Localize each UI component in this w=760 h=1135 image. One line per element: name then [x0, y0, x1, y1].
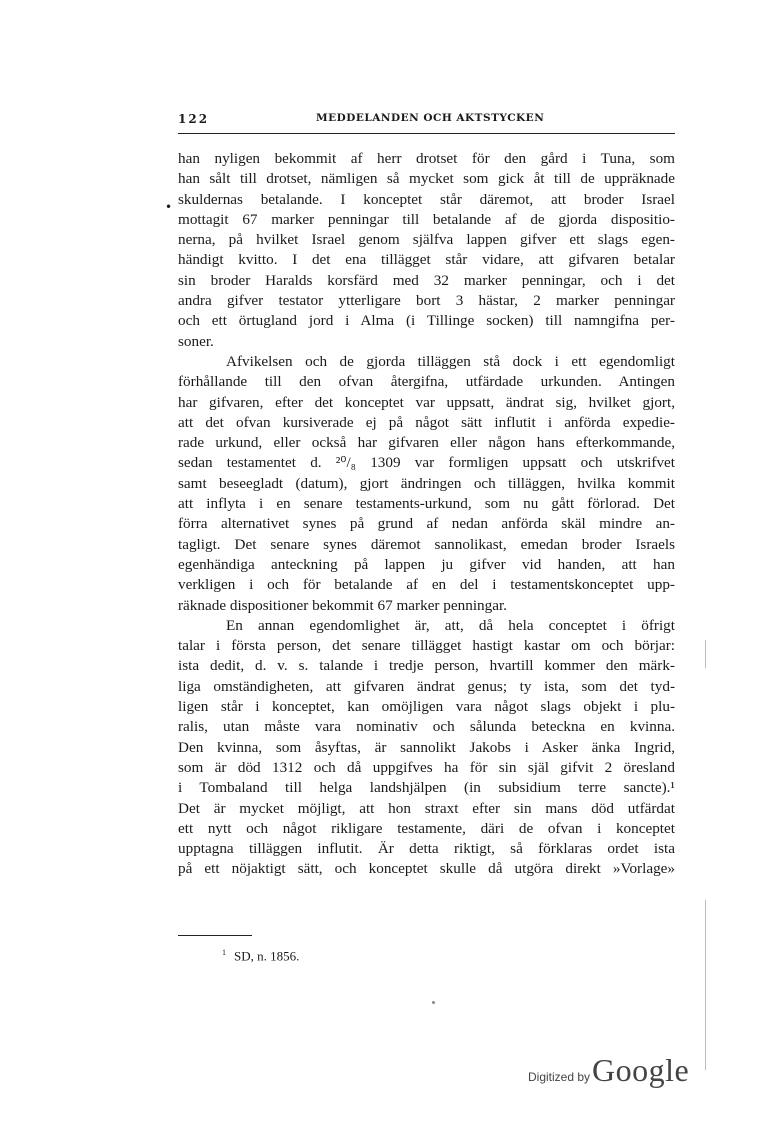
text-line: att inflyta i en senare testaments-urkund, som nu gått förlorad. Det	[178, 495, 675, 513]
text-line: räknade dispositioner bekommit 67 marker penningar.	[178, 596, 507, 614]
text-line: rade urkund, eller också har gifvaren eller någon hans efterkommande,	[178, 434, 675, 452]
right-margin-rule	[705, 640, 706, 668]
footnote-rule	[178, 935, 252, 936]
text-line: har gifvaren, efter det konceptet var uppsatt, ändrat sig, hvilket gjort,	[178, 393, 675, 411]
text-line: En annan egendomlighet är, att, då hela conceptet i öfrigt	[226, 616, 675, 634]
text-line: han sålt till drotset, nämligen så mycket som gick åt till de uppräknade	[178, 170, 675, 188]
text-line: sedan testamentet d. ²⁰/₈ 1309 var formligen uppsatt och utskrifvet	[178, 454, 675, 472]
text-line: mottagit 67 marker penningar till betalande af de gjorda dispositio-	[178, 210, 675, 228]
footnote-text: SD, n. 1856.	[234, 948, 300, 964]
text-line: nerna, på hvilket Israel genom själfva lappen gifver ett slags egen-	[178, 231, 675, 249]
margin-bullet: •	[165, 200, 173, 214]
text-line: händigt kvitto. I det ena tillägget står vidare, att gifvaren betalar	[178, 251, 675, 269]
scan-dot	[432, 1001, 435, 1004]
watermark-prefix: Digitized by	[528, 1070, 591, 1084]
text-line: tagligt. Det senare synes däremot sannolikast, emedan broder Israels	[178, 535, 675, 553]
text-line: andra gifver testator ytterligare bort 3 hästar, 2 marker penningar	[178, 292, 675, 310]
text-line: ista dedit, d. v. s. talande i tredje person, hvartill kommer den märk-	[178, 657, 675, 675]
text-line: Afvikelsen och de gjorda tilläggen stå dock i ett egendomligt	[226, 352, 675, 370]
text-line: som är död 1312 och då uppgifves ha för sin själ gifvit 2 öresland	[178, 758, 675, 776]
text-line: och ett örtugland jord i Alma (i Tillinge socken) till namngifna per-	[178, 312, 675, 330]
footnote	[222, 948, 299, 964]
text-line: sin broder Haralds korsfärd med 32 marker penningar, och i det	[178, 271, 675, 289]
text-line: talar i första person, det senare tillägget hastigt kastar om och börjar:	[178, 637, 675, 655]
text-line: ralis, utan måste vara nominativ och sålunda beteckna en kvinna.	[178, 718, 675, 736]
text-line: Det är mycket möjligt, att hon straxt efter sin mans död utfärdat	[178, 799, 675, 817]
body-text	[178, 149, 675, 880]
page-number: 122	[178, 112, 210, 126]
right-margin-rule	[705, 900, 706, 1070]
google-logo: Google	[592, 1052, 690, 1088]
header-rule	[178, 133, 675, 134]
text-line: ett nytt och något rikligare testamente, däri de ofvan i konceptet	[178, 819, 675, 837]
text-line: samt beseegladt (datum), gjort ändringen och tilläggen, hvilka kommit	[178, 474, 675, 492]
text-line: egenhändiga anteckning på lappen ju gifver vid handen, att han	[178, 555, 675, 573]
text-line: att det ofvan kursiverade ej på något sätt influtit i anförda expedie-	[178, 413, 675, 431]
text-line: i Tombaland till helga landshjälpen (in subsidium terre sancte).¹	[178, 779, 675, 797]
text-line: upptagna tilläggen influtit. Är detta riktigt, så förklaras ordet ista	[178, 840, 675, 858]
text-line: han nyligen bekommit af herr drotset för den gård i Tuna, som	[178, 150, 675, 167]
text-line: soner.	[178, 332, 214, 350]
text-line: förhållande till den ofvan återgifna, utfärdade urkunden. Antingen	[178, 373, 675, 391]
text-line: liga omständigheten, att gifvaren ändrat genus; ty ista, som det tyd-	[178, 677, 675, 695]
text-line: ligen står i konceptet, kan omöjligen vara något slags objekt i plu-	[178, 698, 675, 716]
text-line: verkligen i och för betalande af en del i testamentskonceptet upp-	[178, 576, 675, 594]
text-line: Den kvinna, som åsyftas, är sannolikt Jakobs i Asker änka Ingrid,	[178, 738, 675, 756]
text-line: förra alternativet synes på grund af nedan anförda skäl mindre an-	[178, 515, 675, 533]
text-line: skuldernas betalande. I konceptet står däremot, att broder Israel	[178, 190, 675, 208]
running-head: MEDDELANDEN OCH AKTSTYCKEN	[316, 112, 545, 124]
digitized-watermark	[528, 1052, 689, 1089]
footnote-marker: 1	[222, 948, 226, 957]
text-line: på ett nöjaktigt sätt, och konceptet skulle då utgöra direkt »Vorlage»	[178, 860, 675, 878]
